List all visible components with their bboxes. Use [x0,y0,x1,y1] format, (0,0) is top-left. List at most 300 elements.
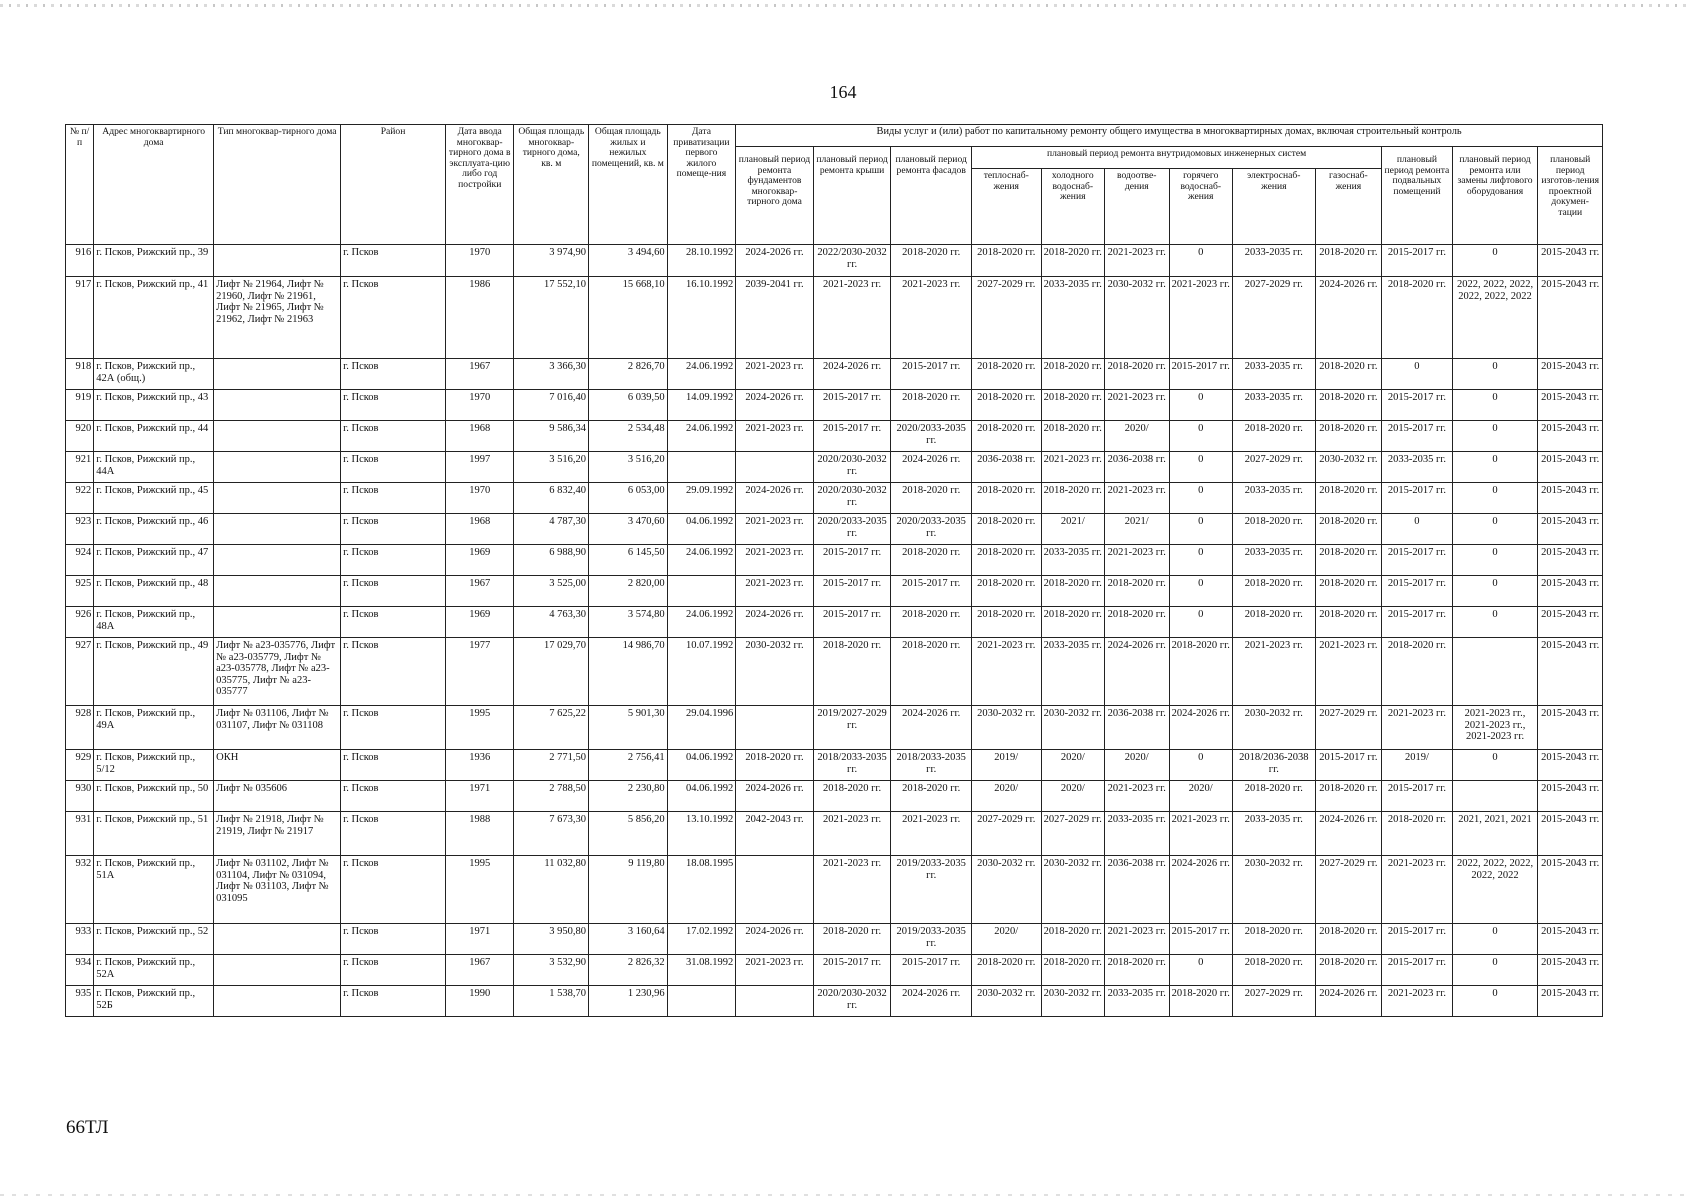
header-num: № п/п [66,125,94,245]
total-area-cell: 9 586,34 [514,421,589,452]
foundation-cell [736,986,814,1017]
foundation-cell: 2018-2020 гг. [736,750,814,781]
total-area-cell: 2 788,50 [514,781,589,812]
table-row [66,545,1603,576]
facade-cell: 2018-2020 гг. [891,545,972,576]
gas-cell: 2018-2020 гг. [1315,483,1382,514]
district-cell: г. Псков [341,607,446,638]
gas-cell: 2027-2029 гг. [1315,856,1382,924]
district-cell: г. Псков [341,856,446,924]
basement-cell: 2018-2020 гг. [1382,638,1453,706]
total-area-cell: 2 771,50 [514,750,589,781]
header-gas: газоснаб-жения [1315,169,1382,245]
project-docs-cell: 2015-2043 гг. [1538,576,1603,607]
sewer-cell: 2021-2023 гг. [1105,781,1170,812]
privatization-date-cell: 24.06.1992 [667,545,736,576]
district-cell: г. Псков [341,955,446,986]
living-area-cell: 3 470,60 [589,514,668,545]
foundation-cell [736,856,814,924]
heating-cell: 2020/ [972,781,1042,812]
year-cell: 1995 [445,706,514,750]
district-cell: г. Псков [341,576,446,607]
electric-cell: 2018-2020 гг. [1233,955,1316,986]
cold-water-cell: 2033-2035 гг. [1041,545,1104,576]
total-area-cell: 3 532,90 [514,955,589,986]
facade-cell: 2024-2026 гг. [891,452,972,483]
header-cold-water: холодного водоснаб-жения [1041,169,1104,245]
district-cell: г. Псков [341,924,446,955]
footer-code: 66ТЛ [66,1117,109,1138]
table-row [66,706,1603,750]
sewer-cell: 2033-2035 гг. [1105,812,1170,856]
elevator-cell: 0 [1452,452,1538,483]
roof-cell: 2024-2026 гг. [813,359,891,390]
total-area-cell: 11 032,80 [514,856,589,924]
address-cell: г. Псков, Рижский пр., 43 [94,390,214,421]
table-row [66,452,1603,483]
gas-cell: 2018-2020 гг. [1315,421,1382,452]
header-foundation: плановый период ремонта фундаментов многоквар-тирного дома [736,147,814,245]
header-project-docs: плановый период изготов-ления проектной докумен-тации [1538,147,1603,245]
table-row [66,924,1603,955]
facade-cell: 2018-2020 гг. [891,607,972,638]
heating-cell: 2018-2020 гг. [972,421,1042,452]
foundation-cell: 2021-2023 гг. [736,359,814,390]
elevator-cell: 0 [1452,955,1538,986]
district-cell: г. Псков [341,452,446,483]
facade-cell: 2018-2020 гг. [891,483,972,514]
row-number-cell: 929 [66,750,94,781]
facade-cell: 2019/2033-2035 гг. [891,856,972,924]
house-type-cell: Лифт № 031106, Лифт № 031107, Лифт № 031108 [214,706,341,750]
cold-water-cell: 2021-2023 гг. [1041,452,1104,483]
elevator-cell: 0 [1452,421,1538,452]
total-area-cell: 17 029,70 [514,638,589,706]
hot-water-cell: 2018-2020 гг. [1169,986,1232,1017]
hot-water-cell: 2015-2017 гг. [1169,359,1232,390]
district-cell: г. Псков [341,277,446,359]
gas-cell: 2030-2032 гг. [1315,452,1382,483]
table-row [66,607,1603,638]
hot-water-cell: 0 [1169,452,1232,483]
project-docs-cell: 2015-2043 гг. [1538,277,1603,359]
capital-repair-register-table [65,124,1603,1017]
facade-cell: 2018/2033-2035 гг. [891,750,972,781]
electric-cell: 2018-2020 гг. [1233,514,1316,545]
year-cell: 1967 [445,359,514,390]
electric-cell: 2018/2036-2038 гг. [1233,750,1316,781]
sewer-cell: 2020/ [1105,421,1170,452]
house-type-cell [214,359,341,390]
sewer-cell: 2036-2038 гг. [1105,452,1170,483]
total-area-cell: 7 016,40 [514,390,589,421]
sewer-cell: 2018-2020 гг. [1105,607,1170,638]
address-cell: г. Псков, Рижский пр., 44А [94,452,214,483]
heating-cell: 2018-2020 гг. [972,514,1042,545]
district-cell: г. Псков [341,781,446,812]
district-cell: г. Псков [341,390,446,421]
table-row [66,986,1603,1017]
gas-cell: 2018-2020 гг. [1315,545,1382,576]
heating-cell: 2018-2020 гг. [972,955,1042,986]
row-number-cell: 934 [66,955,94,986]
total-area-cell: 6 988,90 [514,545,589,576]
living-area-cell: 6 145,50 [589,545,668,576]
hot-water-cell: 0 [1169,483,1232,514]
electric-cell: 2033-2035 гг. [1233,545,1316,576]
electric-cell: 2033-2035 гг. [1233,359,1316,390]
project-docs-cell: 2015-2043 гг. [1538,955,1603,986]
roof-cell: 2015-2017 гг. [813,545,891,576]
roof-cell: 2020/2030-2032 гг. [813,986,891,1017]
living-area-cell: 14 986,70 [589,638,668,706]
electric-cell: 2018-2020 гг. [1233,607,1316,638]
facade-cell: 2018-2020 гг. [891,245,972,277]
row-number-cell: 923 [66,514,94,545]
gas-cell: 2018-2020 гг. [1315,390,1382,421]
roof-cell: 2018-2020 гг. [813,924,891,955]
header-sewer: водоотве-дения [1105,169,1170,245]
gas-cell: 2018-2020 гг. [1315,924,1382,955]
table-row [66,576,1603,607]
hot-water-cell: 0 [1169,576,1232,607]
header-electric: электроснаб-жения [1233,169,1316,245]
privatization-date-cell: 31.08.1992 [667,955,736,986]
elevator-cell: 0 [1452,245,1538,277]
roof-cell: 2015-2017 гг. [813,955,891,986]
district-cell: г. Псков [341,750,446,781]
table-row [66,359,1603,390]
roof-cell: 2015-2017 гг. [813,576,891,607]
facade-cell: 2020/2033-2035 гг. [891,514,972,545]
gas-cell: 2027-2029 гг. [1315,706,1382,750]
hot-water-cell: 0 [1169,750,1232,781]
privatization-date-cell: 14.09.1992 [667,390,736,421]
hot-water-cell: 0 [1169,955,1232,986]
row-number-cell: 925 [66,576,94,607]
header-address: Адрес многоквартирного дома [94,125,214,245]
project-docs-cell: 2015-2043 гг. [1538,607,1603,638]
district-cell: г. Псков [341,421,446,452]
foundation-cell: 2021-2023 гг. [736,576,814,607]
house-type-cell [214,483,341,514]
privatization-date-cell: 29.04.1996 [667,706,736,750]
basement-cell: 2015-2017 гг. [1382,483,1453,514]
gas-cell: 2024-2026 гг. [1315,277,1382,359]
cold-water-cell: 2018-2020 гг. [1041,576,1104,607]
year-cell: 1970 [445,483,514,514]
basement-cell: 2033-2035 гг. [1382,452,1453,483]
address-cell: г. Псков, Рижский пр., 47 [94,545,214,576]
project-docs-cell: 2015-2043 гг. [1538,924,1603,955]
foundation-cell: 2030-2032 гг. [736,638,814,706]
address-cell: г. Псков, Рижский пр., 52Б [94,986,214,1017]
cold-water-cell: 2033-2035 гг. [1041,277,1104,359]
project-docs-cell: 2015-2043 гг. [1538,359,1603,390]
hot-water-cell: 2020/ [1169,781,1232,812]
project-docs-cell: 2015-2043 гг. [1538,812,1603,856]
basement-cell: 2015-2017 гг. [1382,245,1453,277]
row-number-cell: 932 [66,856,94,924]
basement-cell: 2015-2017 гг. [1382,576,1453,607]
row-number-cell: 922 [66,483,94,514]
basement-cell: 2021-2023 гг. [1382,706,1453,750]
address-cell: г. Псков, Рижский пр., 44 [94,421,214,452]
living-area-cell: 3 494,60 [589,245,668,277]
gas-cell: 2018-2020 гг. [1315,955,1382,986]
heating-cell: 2018-2020 гг. [972,483,1042,514]
privatization-date-cell: 17.02.1992 [667,924,736,955]
year-cell: 1977 [445,638,514,706]
year-cell: 1971 [445,781,514,812]
sewer-cell: 2036-2038 гг. [1105,706,1170,750]
hot-water-cell: 2024-2026 гг. [1169,856,1232,924]
total-area-cell: 3 366,30 [514,359,589,390]
district-cell: г. Псков [341,483,446,514]
privatization-date-cell: 29.09.1992 [667,483,736,514]
foundation-cell: 2024-2026 гг. [736,924,814,955]
facade-cell: 2024-2026 гг. [891,986,972,1017]
table-row [66,750,1603,781]
address-cell: г. Псков, Рижский пр., 45 [94,483,214,514]
cold-water-cell: 2018-2020 гг. [1041,245,1104,277]
sewer-cell: 2021-2023 гг. [1105,245,1170,277]
page-number: 164 [829,82,857,102]
basement-cell: 2018-2020 гг. [1382,812,1453,856]
district-cell: г. Псков [341,638,446,706]
roof-cell: 2015-2017 гг. [813,421,891,452]
row-number-cell: 927 [66,638,94,706]
project-docs-cell: 2015-2043 гг. [1538,390,1603,421]
elevator-cell: 2022, 2022, 2022, 2022, 2022, 2022 [1452,277,1538,359]
house-type-cell [214,924,341,955]
table-row [66,856,1603,924]
header-heating: теплоснаб-жения [972,169,1042,245]
facade-cell: 2018-2020 гг. [891,781,972,812]
address-cell: г. Псков, Рижский пр., 41 [94,277,214,359]
privatization-date-cell: 04.06.1992 [667,750,736,781]
hot-water-cell: 2021-2023 гг. [1169,277,1232,359]
cold-water-cell: 2018-2020 гг. [1041,359,1104,390]
table-row [66,781,1603,812]
project-docs-cell: 2015-2043 гг. [1538,638,1603,706]
elevator-cell: 2021-2023 гг., 2021-2023 гг., 2021-2023 гг. [1452,706,1538,750]
roof-cell: 2021-2023 гг. [813,856,891,924]
year-cell: 1971 [445,924,514,955]
roof-cell: 2022/2030-2032 гг. [813,245,891,277]
elevator-cell: 0 [1452,390,1538,421]
year-cell: 1970 [445,390,514,421]
project-docs-cell: 2015-2043 гг. [1538,452,1603,483]
sewer-cell: 2024-2026 гг. [1105,638,1170,706]
row-number-cell: 918 [66,359,94,390]
elevator-cell: 0 [1452,607,1538,638]
facade-cell: 2021-2023 гг. [891,277,972,359]
total-area-cell: 7 673,30 [514,812,589,856]
address-cell: г. Псков, Рижский пр., 5/12 [94,750,214,781]
living-area-cell: 3 516,20 [589,452,668,483]
electric-cell: 2033-2035 гг. [1233,812,1316,856]
heating-cell: 2036-2038 гг. [972,452,1042,483]
electric-cell: 2018-2020 гг. [1233,781,1316,812]
heating-cell: 2018-2020 гг. [972,607,1042,638]
cold-water-cell: 2018-2020 гг. [1041,483,1104,514]
header-roof: плановый период ремонта крыши [813,147,891,245]
project-docs-cell: 2015-2043 гг. [1538,514,1603,545]
elevator-cell: 0 [1452,576,1538,607]
row-number-cell: 933 [66,924,94,955]
row-number-cell: 917 [66,277,94,359]
total-area-cell: 3 516,20 [514,452,589,483]
house-type-cell: Лифт № 21918, Лифт № 21919, Лифт № 21917 [214,812,341,856]
roof-cell: 2018/2033-2035 гг. [813,750,891,781]
year-cell: 1968 [445,421,514,452]
total-area-cell: 17 552,10 [514,277,589,359]
living-area-cell: 6 053,00 [589,483,668,514]
hot-water-cell: 2015-2017 гг. [1169,924,1232,955]
sewer-cell: 2020/ [1105,750,1170,781]
privatization-date-cell: 10.07.1992 [667,638,736,706]
header-type: Тип многоквар-тирного дома [214,125,341,245]
header-total-area: Общая площадь многоквар-тирного дома, кв. м [514,125,589,245]
house-type-cell [214,576,341,607]
heating-cell: 2020/ [972,924,1042,955]
foundation-cell [736,452,814,483]
electric-cell: 2030-2032 гг. [1233,856,1316,924]
row-number-cell: 924 [66,545,94,576]
roof-cell: 2015-2017 гг. [813,390,891,421]
facade-cell: 2021-2023 гг. [891,812,972,856]
row-number-cell: 930 [66,781,94,812]
sewer-cell: 2018-2020 гг. [1105,359,1170,390]
living-area-cell: 3 160,64 [589,924,668,955]
row-number-cell: 931 [66,812,94,856]
basement-cell: 2015-2017 гг. [1382,924,1453,955]
cold-water-cell: 2033-2035 гг. [1041,638,1104,706]
gas-cell: 2015-2017 гг. [1315,750,1382,781]
living-area-cell: 5 901,30 [589,706,668,750]
sewer-cell: 2021-2023 гг. [1105,483,1170,514]
total-area-cell: 3 525,00 [514,576,589,607]
basement-cell: 2015-2017 гг. [1382,781,1453,812]
sewer-cell: 2021-2023 гг. [1105,545,1170,576]
sewer-cell: 2021-2023 гг. [1105,924,1170,955]
year-cell: 1986 [445,277,514,359]
heating-cell: 2018-2020 гг. [972,390,1042,421]
elevator-cell: 0 [1452,986,1538,1017]
sewer-cell: 2036-2038 гг. [1105,856,1170,924]
project-docs-cell: 2015-2043 гг. [1538,245,1603,277]
roof-cell: 2015-2017 гг. [813,607,891,638]
basement-cell: 0 [1382,359,1453,390]
basement-cell: 2015-2017 гг. [1382,955,1453,986]
privatization-date-cell: 04.06.1992 [667,781,736,812]
facade-cell: 2015-2017 гг. [891,359,972,390]
living-area-cell: 2 756,41 [589,750,668,781]
privatization-date-cell: 24.06.1992 [667,607,736,638]
living-area-cell: 2 230,80 [589,781,668,812]
district-cell: г. Псков [341,514,446,545]
heating-cell: 2027-2029 гг. [972,277,1042,359]
address-cell: г. Псков, Рижский пр., 51А [94,856,214,924]
house-type-cell [214,245,341,277]
house-type-cell: Лифт № 031102, Лифт № 031104, Лифт № 031094, Лифт № 031103, Лифт № 031095 [214,856,341,924]
roof-cell: 2020/2033-2035 гг. [813,514,891,545]
header-living-area: Общая площадь жилых и нежилых помещений, кв. м [589,125,668,245]
foundation-cell: 2024-2026 гг. [736,607,814,638]
table-row [66,483,1603,514]
electric-cell: 2027-2029 гг. [1233,277,1316,359]
foundation-cell: 2042-2043 гг. [736,812,814,856]
gas-cell: 2018-2020 гг. [1315,359,1382,390]
house-type-cell [214,390,341,421]
privatization-date-cell: 04.06.1992 [667,514,736,545]
basement-cell: 0 [1382,514,1453,545]
privatization-date-cell: 24.06.1992 [667,421,736,452]
roof-cell: 2018-2020 гг. [813,781,891,812]
row-number-cell: 921 [66,452,94,483]
heating-cell: 2030-2032 гг. [972,706,1042,750]
roof-cell: 2018-2020 гг. [813,638,891,706]
living-area-cell: 2 534,48 [589,421,668,452]
privatization-date-cell: 16.10.1992 [667,277,736,359]
house-type-cell [214,545,341,576]
year-cell: 1969 [445,545,514,576]
scan-edge-bottom [0,1194,1686,1196]
privatization-date-cell: 18.08.1995 [667,856,736,924]
basement-cell: 2015-2017 гг. [1382,421,1453,452]
elevator-cell: 0 [1452,750,1538,781]
header-facade: плановый период ремонта фасадов [891,147,972,245]
heating-cell: 2021-2023 гг. [972,638,1042,706]
project-docs-cell: 2015-2043 гг. [1538,986,1603,1017]
row-number-cell: 928 [66,706,94,750]
hot-water-cell: 0 [1169,390,1232,421]
hot-water-cell: 2024-2026 гг. [1169,706,1232,750]
header-internal-systems: плановый период ремонта внутридомовых инженерных систем [972,147,1382,169]
address-cell: г. Псков, Рижский пр., 42А (общ.) [94,359,214,390]
elevator-cell: 0 [1452,514,1538,545]
elevator-cell: 2022, 2022, 2022, 2022, 2022 [1452,856,1538,924]
facade-cell: 2015-2017 гг. [891,576,972,607]
header-elevator: плановый период ремонта или замены лифтового оборудования [1452,147,1538,245]
district-cell: г. Псков [341,706,446,750]
gas-cell: 2024-2026 гг. [1315,812,1382,856]
house-type-cell [214,955,341,986]
cold-water-cell: 2030-2032 гг. [1041,706,1104,750]
privatization-date-cell [667,452,736,483]
cold-water-cell: 2030-2032 гг. [1041,856,1104,924]
gas-cell: 2018-2020 гг. [1315,514,1382,545]
cold-water-cell: 2021/ [1041,514,1104,545]
address-cell: г. Псков, Рижский пр., 46 [94,514,214,545]
living-area-cell: 2 826,70 [589,359,668,390]
gas-cell: 2021-2023 гг. [1315,638,1382,706]
basement-cell: 2015-2017 гг. [1382,390,1453,421]
sewer-cell: 2021-2023 гг. [1105,390,1170,421]
row-number-cell: 920 [66,421,94,452]
row-number-cell: 935 [66,986,94,1017]
living-area-cell: 15 668,10 [589,277,668,359]
foundation-cell: 2024-2026 гг. [736,781,814,812]
heating-cell: 2030-2032 гг. [972,986,1042,1017]
hot-water-cell: 0 [1169,607,1232,638]
house-type-cell [214,607,341,638]
foundation-cell: 2021-2023 гг. [736,421,814,452]
year-cell: 1967 [445,955,514,986]
electric-cell: 2030-2032 гг. [1233,706,1316,750]
privatization-date-cell [667,576,736,607]
